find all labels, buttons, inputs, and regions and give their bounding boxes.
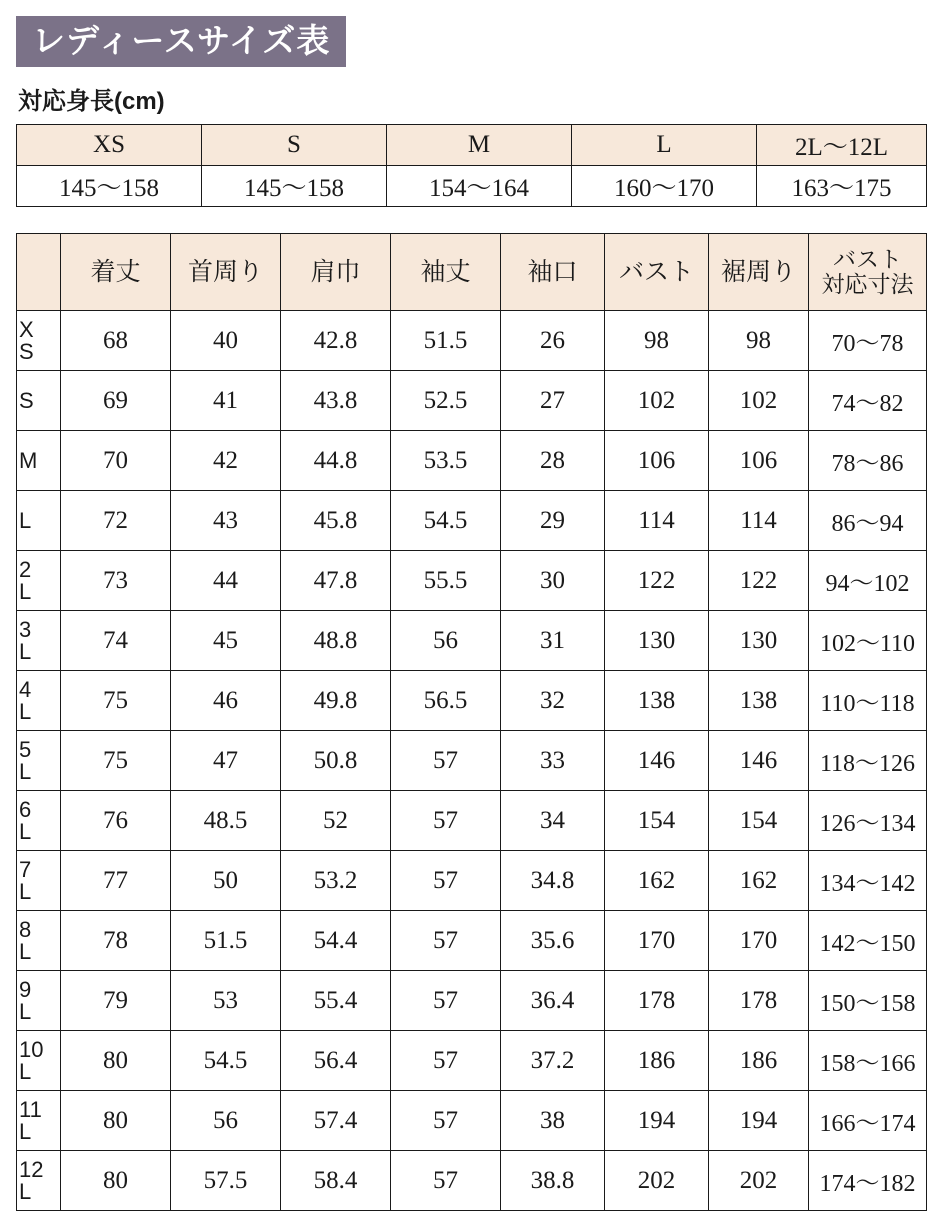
table-cell: 106 <box>709 431 809 491</box>
row-header-size <box>17 311 61 371</box>
table-cell: 27 <box>501 371 605 431</box>
row-header-line1: S <box>19 387 34 413</box>
row-header-size <box>17 911 61 971</box>
row-header-line2: L <box>19 878 32 904</box>
table-cell: 44.8 <box>281 431 391 491</box>
table-cell: 146 <box>605 731 709 791</box>
table-cell: 102 <box>709 371 809 431</box>
table-cell: 29 <box>501 491 605 551</box>
row-header-line1: 11 <box>19 1096 42 1122</box>
row-header-size <box>17 1151 61 1211</box>
table-cell: 114 <box>605 491 709 551</box>
table-cell: 130 <box>709 611 809 671</box>
table-cell: 102〜110 <box>809 611 927 671</box>
height-table-header-row <box>17 125 927 166</box>
height-table-row <box>17 166 927 207</box>
table-cell: 36.4 <box>501 971 605 1031</box>
table-cell: 53.2 <box>281 851 391 911</box>
table-row <box>17 851 927 911</box>
column-header-line1: バスト <box>833 245 902 272</box>
row-header-size <box>17 611 61 671</box>
row-header-line1: 2 <box>19 556 32 582</box>
table-cell: 56 <box>391 611 501 671</box>
size-table-wrap <box>12 233 928 1211</box>
row-header-line1: 6 <box>19 796 32 822</box>
table-cell: 35.6 <box>501 911 605 971</box>
row-header-line1: 12 <box>19 1156 44 1182</box>
row-header-line2: L <box>19 818 32 844</box>
table-cell: 178 <box>709 971 809 1031</box>
table-cell: 54.5 <box>391 491 501 551</box>
table-cell: 114 <box>709 491 809 551</box>
table-cell: 58.4 <box>281 1151 391 1211</box>
row-header-size <box>17 671 61 731</box>
table-row <box>17 1091 927 1151</box>
column-header-bust: バスト <box>605 234 709 311</box>
table-cell: 76 <box>61 791 171 851</box>
height-size-m: M <box>387 125 572 166</box>
table-cell: 55.5 <box>391 551 501 611</box>
table-cell: 26 <box>501 311 605 371</box>
height-range-2l-12l: 163〜175 <box>757 166 927 207</box>
row-header-line1: 8 <box>19 916 32 942</box>
height-range-l: 160〜170 <box>572 166 757 207</box>
size-measurements-table <box>16 233 927 1211</box>
table-cell: 79 <box>61 971 171 1031</box>
row-header-size <box>17 371 61 431</box>
table-cell: 57 <box>391 911 501 971</box>
table-cell: 45 <box>171 611 281 671</box>
table-cell: 126〜134 <box>809 791 927 851</box>
table-cell: 57 <box>391 1151 501 1211</box>
table-row <box>17 671 927 731</box>
table-cell: 138 <box>605 671 709 731</box>
table-cell: 32 <box>501 671 605 731</box>
row-header-line1: 5 <box>19 736 32 762</box>
table-cell: 45.8 <box>281 491 391 551</box>
row-header-size <box>17 971 61 1031</box>
table-cell: 57 <box>391 731 501 791</box>
table-row <box>17 491 927 551</box>
table-cell: 154 <box>709 791 809 851</box>
table-cell: 194 <box>709 1091 809 1151</box>
table-row <box>17 911 927 971</box>
table-cell: 51.5 <box>171 911 281 971</box>
table-cell: 57 <box>391 1031 501 1091</box>
table-row <box>17 971 927 1031</box>
table-row <box>17 791 927 851</box>
column-header-susomawari: 裾周り <box>709 234 809 311</box>
table-cell: 154 <box>605 791 709 851</box>
row-header-line2: L <box>19 758 32 784</box>
table-cell: 42.8 <box>281 311 391 371</box>
table-cell: 106 <box>605 431 709 491</box>
table-cell: 102 <box>605 371 709 431</box>
table-cell: 43.8 <box>281 371 391 431</box>
table-cell: 130 <box>605 611 709 671</box>
table-row <box>17 731 927 791</box>
row-header-size <box>17 431 61 491</box>
table-row <box>17 611 927 671</box>
table-cell: 28 <box>501 431 605 491</box>
row-header-line2: L <box>19 578 32 604</box>
table-cell: 74 <box>61 611 171 671</box>
table-cell: 202 <box>709 1151 809 1211</box>
row-header-size <box>17 791 61 851</box>
table-cell: 162 <box>709 851 809 911</box>
table-cell: 122 <box>605 551 709 611</box>
table-cell: 54.5 <box>171 1031 281 1091</box>
table-cell: 53.5 <box>391 431 501 491</box>
table-cell: 202 <box>605 1151 709 1211</box>
table-cell: 80 <box>61 1091 171 1151</box>
row-header-line2: L <box>19 638 32 664</box>
height-size-2l-12l: 2L〜12L <box>757 125 927 166</box>
table-cell: 170 <box>605 911 709 971</box>
table-cell: 50 <box>171 851 281 911</box>
table-cell: 42 <box>171 431 281 491</box>
row-header-line1: 7 <box>19 856 32 882</box>
table-cell: 46 <box>171 671 281 731</box>
table-cell: 34.8 <box>501 851 605 911</box>
height-range-m: 154〜164 <box>387 166 572 207</box>
row-header-line1: 9 <box>19 976 32 1002</box>
row-header-size <box>17 851 61 911</box>
table-cell: 194 <box>605 1091 709 1151</box>
table-cell: 134〜142 <box>809 851 927 911</box>
row-header-line1: 10 <box>19 1036 44 1062</box>
table-cell: 150〜158 <box>809 971 927 1031</box>
table-cell: 47.8 <box>281 551 391 611</box>
table-cell: 37.2 <box>501 1031 605 1091</box>
height-table <box>16 124 927 207</box>
table-cell: 69 <box>61 371 171 431</box>
table-cell: 186 <box>605 1031 709 1091</box>
table-cell: 80 <box>61 1031 171 1091</box>
table-cell: 57.5 <box>171 1151 281 1211</box>
row-header-line2: L <box>19 698 32 724</box>
column-header-line2: 対応寸法 <box>821 271 914 297</box>
column-header-bust-taiou-sunpou <box>809 234 927 311</box>
table-cell: 31 <box>501 611 605 671</box>
table-cell: 74〜82 <box>809 371 927 431</box>
table-cell: 170 <box>709 911 809 971</box>
table-cell: 68 <box>61 311 171 371</box>
column-header-sodetake: 袖丈 <box>391 234 501 311</box>
table-cell: 75 <box>61 671 171 731</box>
table-cell: 57 <box>391 971 501 1031</box>
table-row <box>17 1151 927 1211</box>
height-size-l: L <box>572 125 757 166</box>
table-cell: 57 <box>391 851 501 911</box>
row-header-line2: S <box>19 338 34 364</box>
table-cell: 70 <box>61 431 171 491</box>
height-range-xs: 145〜158 <box>17 166 202 207</box>
table-cell: 52 <box>281 791 391 851</box>
row-header-line1: 3 <box>19 616 32 642</box>
table-row <box>17 1031 927 1091</box>
row-header-line2: L <box>19 938 32 964</box>
row-header-line1: L <box>19 507 32 533</box>
table-cell: 78〜86 <box>809 431 927 491</box>
table-cell: 73 <box>61 551 171 611</box>
table-cell: 78 <box>61 911 171 971</box>
row-header-size <box>17 551 61 611</box>
row-header-line1: 4 <box>19 676 32 702</box>
table-cell: 40 <box>171 311 281 371</box>
table-cell: 51.5 <box>391 311 501 371</box>
table-cell: 33 <box>501 731 605 791</box>
table-cell: 142〜150 <box>809 911 927 971</box>
table-cell: 86〜94 <box>809 491 927 551</box>
table-cell: 166〜174 <box>809 1091 927 1151</box>
table-cell: 80 <box>61 1151 171 1211</box>
table-cell: 178 <box>605 971 709 1031</box>
table-cell: 110〜118 <box>809 671 927 731</box>
table-cell: 146 <box>709 731 809 791</box>
table-cell: 30 <box>501 551 605 611</box>
height-range-s: 145〜158 <box>202 166 387 207</box>
row-header-size <box>17 1091 61 1151</box>
height-size-xs: XS <box>17 125 202 166</box>
table-cell: 48.5 <box>171 791 281 851</box>
row-header-size <box>17 491 61 551</box>
table-cell: 34 <box>501 791 605 851</box>
column-header-kitake: 着丈 <box>61 234 171 311</box>
table-cell: 138 <box>709 671 809 731</box>
height-section-label: 対応身長(cm) <box>18 88 165 115</box>
row-header-line1: X <box>19 316 34 342</box>
column-header-katahaba: 肩巾 <box>281 234 391 311</box>
table-cell: 158〜166 <box>809 1031 927 1091</box>
table-row <box>17 311 927 371</box>
table-cell: 44 <box>171 551 281 611</box>
table-cell: 50.8 <box>281 731 391 791</box>
column-header-kubimawari: 首周り <box>171 234 281 311</box>
table-row <box>17 371 927 431</box>
table-cell: 174〜182 <box>809 1151 927 1211</box>
table-cell: 56.5 <box>391 671 501 731</box>
table-cell: 53 <box>171 971 281 1031</box>
table-cell: 54.4 <box>281 911 391 971</box>
size-table-header-row <box>17 234 927 311</box>
table-cell: 77 <box>61 851 171 911</box>
column-header-sodeguchi: 袖口 <box>501 234 605 311</box>
table-cell: 162 <box>605 851 709 911</box>
table-row <box>17 431 927 491</box>
table-cell: 47 <box>171 731 281 791</box>
table-cell: 57.4 <box>281 1091 391 1151</box>
row-header-line2: L <box>19 1118 32 1144</box>
size-table-corner-cell <box>17 234 61 311</box>
row-header-size <box>17 731 61 791</box>
table-cell: 98 <box>605 311 709 371</box>
row-header-line2: L <box>19 1058 32 1084</box>
page-title: レディースサイズ表 <box>16 16 346 67</box>
table-cell: 70〜78 <box>809 311 927 371</box>
table-cell: 38 <box>501 1091 605 1151</box>
row-header-line2: L <box>19 998 32 1024</box>
table-cell: 56 <box>171 1091 281 1151</box>
table-cell: 122 <box>709 551 809 611</box>
table-cell: 98 <box>709 311 809 371</box>
row-header-size <box>17 1031 61 1091</box>
table-cell: 55.4 <box>281 971 391 1031</box>
table-cell: 118〜126 <box>809 731 927 791</box>
table-cell: 38.8 <box>501 1151 605 1211</box>
row-header-line1: M <box>19 447 38 473</box>
table-cell: 94〜102 <box>809 551 927 611</box>
table-cell: 57 <box>391 791 501 851</box>
table-cell: 72 <box>61 491 171 551</box>
table-cell: 75 <box>61 731 171 791</box>
table-cell: 49.8 <box>281 671 391 731</box>
table-cell: 52.5 <box>391 371 501 431</box>
table-cell: 48.8 <box>281 611 391 671</box>
height-size-s: S <box>202 125 387 166</box>
table-row <box>17 551 927 611</box>
size-table-body <box>17 311 927 1211</box>
table-cell: 186 <box>709 1031 809 1091</box>
row-header-line2: L <box>19 1178 32 1204</box>
table-cell: 43 <box>171 491 281 551</box>
table-cell: 56.4 <box>281 1031 391 1091</box>
table-cell: 57 <box>391 1091 501 1151</box>
table-cell: 41 <box>171 371 281 431</box>
